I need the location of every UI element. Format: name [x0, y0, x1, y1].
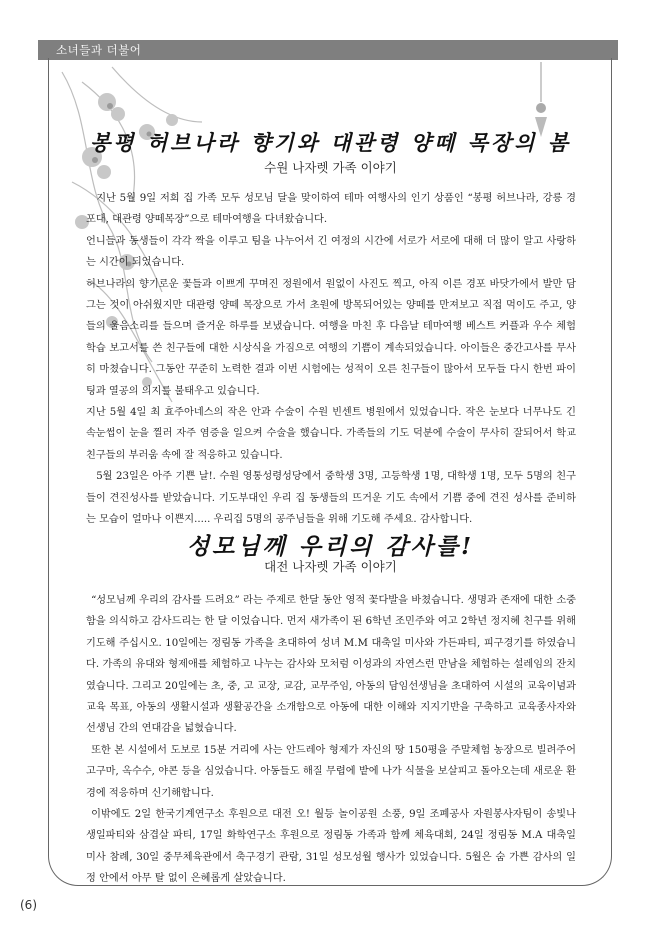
paragraph: 허브나라의 향기로운 꽃들과 이쁘게 꾸며진 정원에서 원없이 사진도 찍고, 아직 이른 경포 바닷가에서 발만 담그는 것이 아쉬웠지만 대관령 양떼 목장으로 가서 초원에 방목되어있는 양떼를 만져보고 직접 먹이도 주고, 양들의 울음소리를 들으며 즐거운 하루를 보냈습니다. 여행을 마친 후 다음날 테마여행 베스트 커플과 우수 체험학습 보고서를 쓴 친구들에 대한 시상식을 가짐으로 여행의 기쁨이 계속되었습니다. 아이들은 중간고사를 무사히 마쳤습니다. 그동안 꾸준히 노력한 결과 이번 시험에는 성적이 오른 친구들이 많아서 모두들 다시 한번 파이팅과 열공의 의지를 불태우고 있습니다.: [86, 278, 576, 397]
section-tab: [38, 40, 618, 60]
paragraph: 지난 5월 9일 저희 집 가족 모두 성모님 달을 맞이하여 테마 여행사의 인기 상품인 “봉평 허브나라, 강릉 경포대, 대관령 양떼목장”으로 테마여행을 다녀왔습니다.: [86, 193, 576, 226]
paragraph: 5월 23일은 아주 기쁜 날!. 수원 영통성령성당에서 중학생 3명, 고등학생 1명, 대학생 1명, 모두 5명의 친구들이 견진성사를 받았습니다. 기도부대인 우리 집 동생들의 뜨거운 기도 속에서 기쁨 중에 견진 성사를 준비하는 모습이 얼마나 이쁜지..... 우리집 5명의 공주님들을 위해 기도해 주세요. 감사합니다.: [86, 471, 576, 526]
section-label: 소녀들과 더불어: [56, 43, 142, 57]
article-subtitle: 대전 나자렛 가족 이야기: [264, 559, 397, 574]
paragraph: 언니들과 동생들이 각각 짝을 이루고 팀을 나누어서 긴 여정의 시간에 서로가 서로에 대해 더 많이 알고 사랑하는 시간이 되었습니다.: [86, 235, 576, 269]
paragraph: “성모님께 우리의 감사를 드려요” 라는 주제로 한달 동안 영적 꽃다발을 바쳤습니다. 생명과 존재에 대한 소중함을 의식하고 감사드리는 한 달 이었습니다. 먼저 새가족이 된 6학년 조민주와 여고 2학년 정지혜 친구를 위해 기도해 주십시오. 10일에는 정림동 가족을 초대하여 성녀 M.M 대축일 미사와 가든파티, 피구경기를 하였습니다. 가족의 유대와 형제애를 체험하고 나누는 감사와 모처럼 이성과의 자연스런 만남을 체험하는 설레임의 잔치였습니다. 그리고 20일에는 초, 중, 고 교장, 교감, 교무주임, 아동의 담임선생님을 초대하여 시설의 교육이념과 교육 목표, 아동의 생활시설과 생활공간을 소개함으로 아동에 대한 이해와 지지기반을 구축하고 교육종사자와 선생님 간의 연대감을 넓혔습니다.: [86, 595, 576, 735]
paragraph: 또한 본 시설에서 도보로 15분 거리에 사는 안드레아 형제가 자신의 땅 150평을 주말체험 농장으로 빌려주어 고구마, 옥수수, 야콘 등을 심었습니다. 아동들도 해질 무렵에 밭에 나가 식물을 보살피고 돌아오는데 새로운 환경에 적응하며 신기해합니다.: [86, 744, 576, 799]
article-title: 봉평 허브나라 향기와 대관령 양떼 목장의 봄: [89, 130, 571, 155]
paragraph: 지난 5월 4일 최 효주아네스의 작은 안과 수술이 수원 빈센트 병원에서 있었습니다. 작은 눈보다 너무나도 긴 속눈썹이 눈을 찔러 자주 염증을 일으켜 수술을 했습니다. 가족들의 기도 덕분에 수술이 무사히 잘되어서 학교 친구들의 부러움 속에 잘 적응하고 있습니다.: [86, 407, 576, 461]
article-subtitle: 수원 나자렛 가족 이야기: [264, 160, 397, 175]
article-title: 성모님께 우리의 감사를!: [186, 533, 475, 560]
article-body: [86, 188, 576, 531]
paragraph: 이밖에도 2일 한국기계연구소 후원으로 대전 오! 월등 놀이공원 소풍, 9일 조폐공사 자원봉사자팀이 송빛나 생일파티와 삼겹살 파티, 17일 화학연구소 후원으로 정림동 가족과 함께 체육대회, 24일 정림동 M.A 대축일 미사 참례, 30일 중무체육관에서 축구경기 관람, 31일 성모성월 행사가 있었습니다. 5월은 숨 가쁜 감사의 일정 안에서 아무 탈 없이 은혜롭게 살았습니다.: [86, 809, 576, 885]
article-body: [86, 590, 576, 890]
page-number: (6): [20, 898, 37, 912]
